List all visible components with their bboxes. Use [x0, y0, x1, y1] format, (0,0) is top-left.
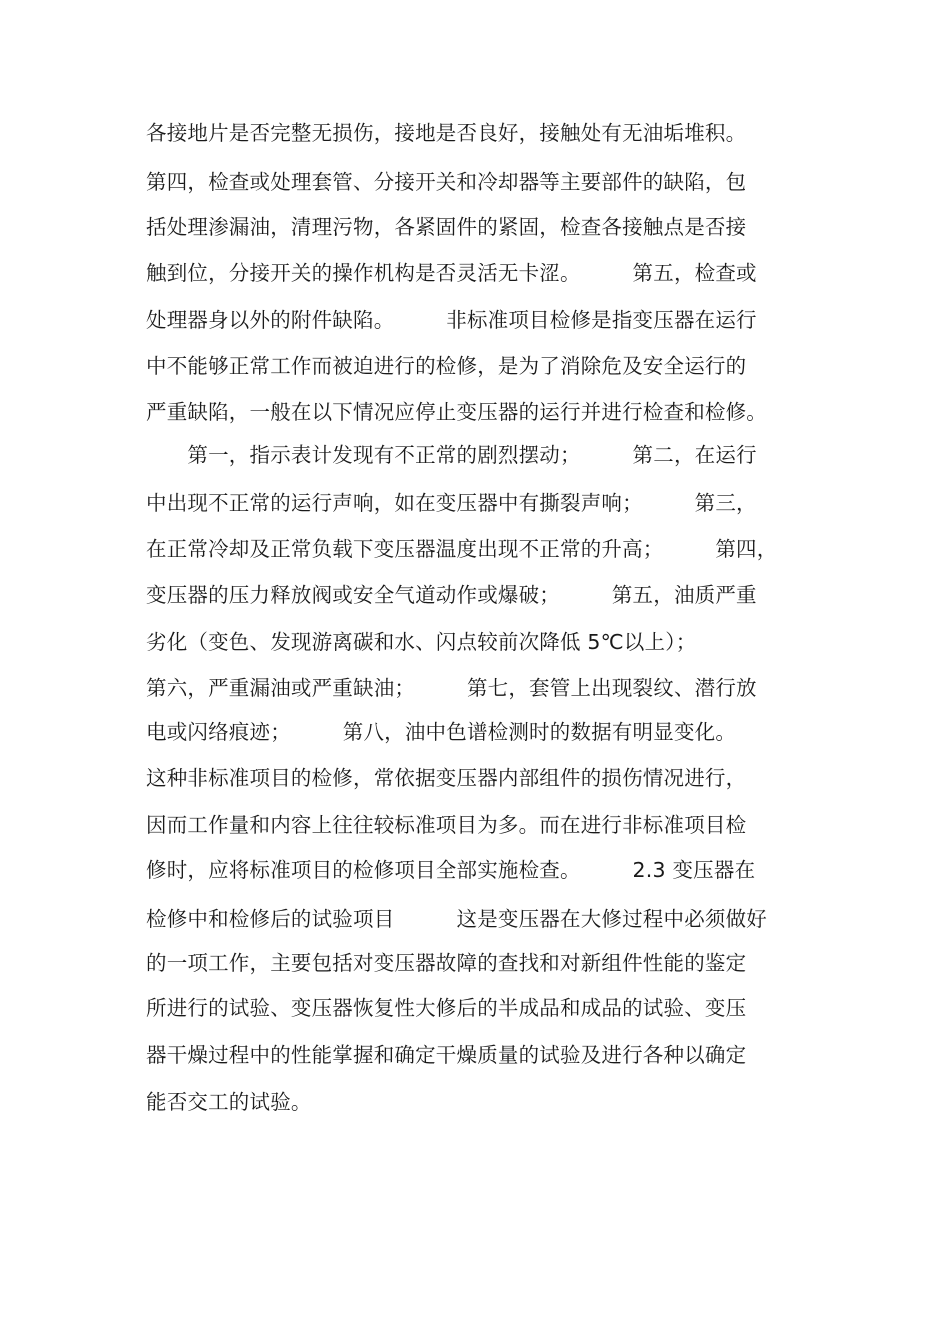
text-line-2: 第四，检查或处理套管、分接开关和冷却器等主要部件的缺陷，包	[146, 170, 747, 194]
text-line-15: 这种非标准项目的检修，常依据变压器内部组件的损伤情况进行，	[146, 766, 747, 790]
text-line-22: 能否交工的试验。	[146, 1090, 312, 1114]
text-line-13: 第六，严重漏油或严重缺油； 第七，套管上出现裂纹、潜行放	[146, 676, 757, 700]
text-line-21: 器干燥过程中的性能掌握和确定干燥质量的试验及进行各种以确定	[146, 1043, 747, 1067]
text-line-16: 因而工作量和内容上往往较标准项目为多。而在进行非标准项目检	[146, 813, 747, 837]
text-line-4: 触到位，分接开关的操作机构是否灵活无卡涩。 第五，检查或	[146, 261, 757, 285]
text-line-5: 处理器身以外的附件缺陷。 非标准项目检修是指变压器在运行	[146, 308, 757, 332]
text-line-3: 括处理渗漏油，清理污物，各紧固件的紧固，检查各接触点是否接	[146, 215, 747, 239]
text-line-20: 所进行的试验、变压器恢复性大修后的半成品和成品的试验、变压	[146, 996, 747, 1020]
text-line-11: 变压器的压力释放阀或安全气道动作或爆破； 第五，油质严重	[146, 583, 757, 607]
text-line-17: 修时，应将标准项目的检修项目全部实施检查。 2.3 变压器在	[146, 858, 756, 882]
text-line-7: 严重缺陷，一般在以下情况应停止变压器的运行并进行检查和检修。	[146, 400, 767, 424]
text-line-9: 中出现不正常的运行声响，如在变压器中有撕裂声响； 第三，	[146, 491, 757, 515]
text-line-19: 的一项工作，主要包括对变压器故障的查找和对新组件性能的鉴定	[146, 951, 747, 975]
text-line-18: 检修中和检修后的试验项目 这是变压器在大修过程中必须做好	[146, 907, 767, 931]
text-line-10: 在正常冷却及正常负载下变压器温度出现不正常的升高； 第四，	[146, 537, 778, 561]
text-line-12: 劣化（变色、发现游离碳和水、闪点较前次降低 5℃以上）；	[146, 630, 697, 654]
text-line-8: 第一，指示表计发现有不正常的剧烈摆动； 第二，在运行	[146, 443, 757, 467]
text-line-1: 各接地片是否完整无损伤，接地是否良好，接触处有无油垢堆积。	[146, 121, 747, 145]
text-line-14: 电或闪络痕迹； 第八，油中色谱检测时的数据有明显变化。	[146, 720, 737, 744]
text-line-6: 中不能够正常工作而被迫进行的检修，是为了消除危及安全运行的	[146, 354, 747, 378]
